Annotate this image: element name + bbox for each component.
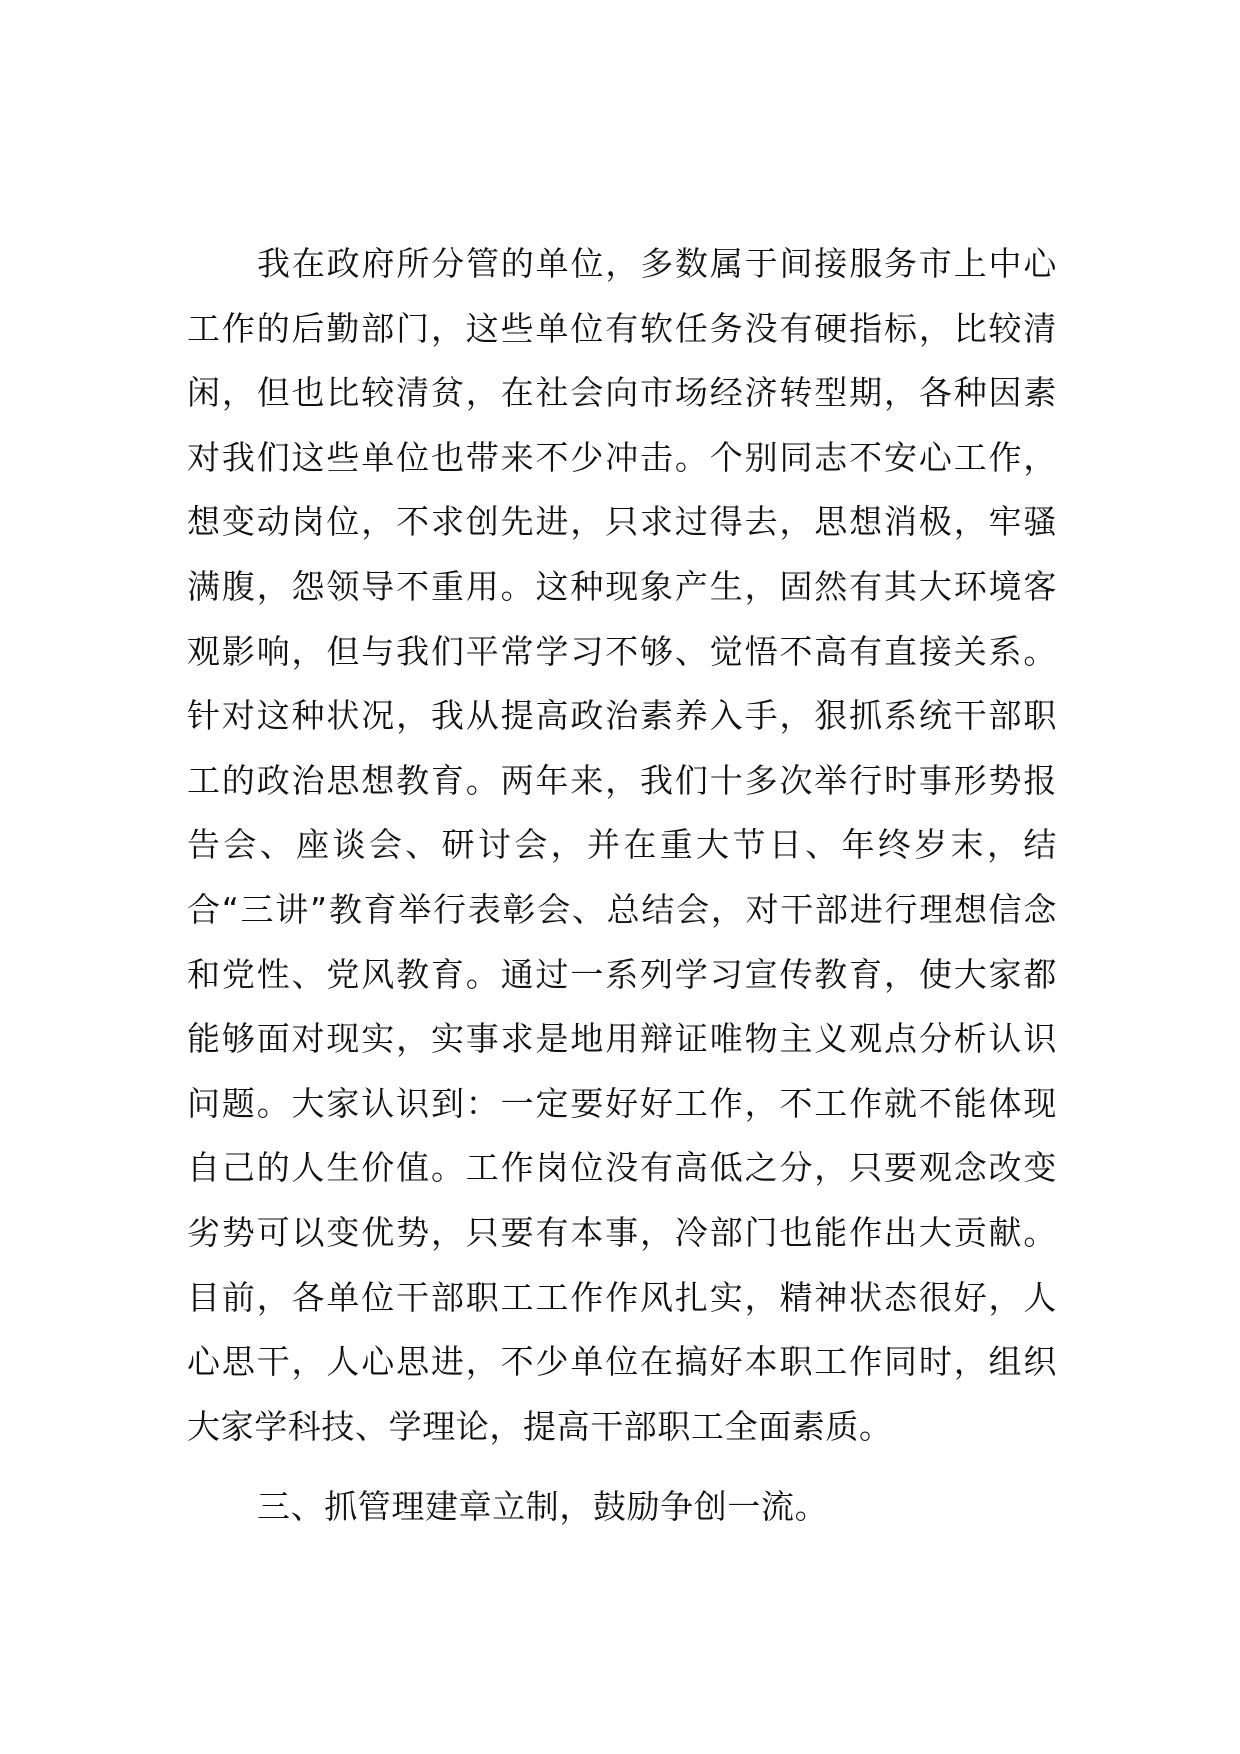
section-heading: 三、抓管理建章立制，鼓励争创一流。 [257, 1487, 829, 1526]
body-paragraph: 我在政府所分管的单位，多数属于间接服务市上中心工作的后勤部门，这些单位有软任务没有硬指标，比较清闲，但也比较清贫，在社会向市场经济转型期，各种因素对我们这些单位也带来不少冲击。个别同志不安心工作，想变动岗位，不求创先进，只求过得去，思想消极，牢骚满腹，怨领导不重用。这种现象产生，固然有其大环境客观影响，但与我们平常学习不够、觉悟不高有直接关系。针对这种状况，我从提高政治素养入手，狠抓系统干部职工的政治思想教育。两年来，我们十多次举行时事形势报告会、座谈会、研讨会，并在重大节日、年终岁末，结合“三讲”教育举行表彰会、总结会，对干部进行理想信念和党性、党风教育。通过一系列学习宣传教育，使大家都能够面对现实，实事求是地用辩证唯物主义观点分析认识问题。大家认识到：一定要好好工作，不工作就不能体现自己的人生价值。工作岗位没有高低之分，只要观念改变劣势可以变优势，只要有本事，冷部门也能作出大贡献。目前，各单位干部职工工作作风扎实，精神状态很好，人心思干，人心思进，不少单位在搞好本职工作同时，组织大家学科技、学理论，提高干部职工全面素质。 [187, 244, 1057, 1446]
